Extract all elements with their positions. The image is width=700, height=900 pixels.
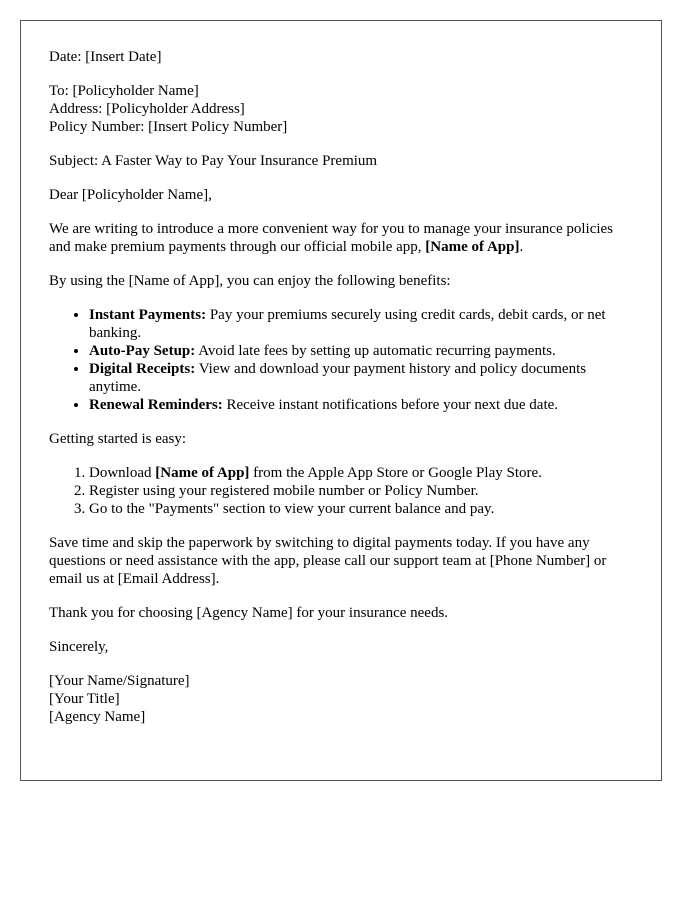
steps-intro: Getting started is easy:: [49, 431, 187, 447]
step-text: from the Apple App Store or Google Play Store.: [249, 465, 542, 481]
closing-paragraph: Save time and skip the paperwork by switching to digital payments today. If you have any questions or need assistance with the app, please call our support team at [Phone Number] or email us at [Email Address].: [49, 535, 607, 587]
signature-title: [Your Title]: [49, 691, 120, 707]
benefit-title: Renewal Reminders:: [89, 397, 223, 413]
step-item: 3. Go to the "Payments" section to view your current balance and pay.: [89, 500, 633, 518]
benefit-text: Receive instant notifications before your next due date.: [222, 397, 559, 413]
step-item: [89, 464, 633, 482]
thanks-line: Thank you for choosing [Agency Name] for your insurance needs.: [49, 605, 449, 621]
benefit-item: [89, 360, 633, 396]
steps-list: [49, 464, 633, 518]
benefit-title: Digital Receipts:: [89, 361, 196, 377]
benefit-item: [89, 306, 633, 342]
letter: [20, 20, 662, 781]
app-name: [Name of App]: [155, 465, 250, 481]
date-line: Date: [Insert Date]: [49, 49, 162, 65]
recipient-block: [49, 82, 633, 136]
benefit-text: Pay your premiums securely using credit cards, debit cards, or net banking.: [89, 307, 606, 341]
salutation: Dear [Policyholder Name],: [49, 187, 212, 203]
benefit-text: View and download your payment history and policy documents anytime.: [89, 361, 587, 395]
recipient-name: To: [Policyholder Name]: [49, 83, 199, 99]
signature-agency: [Agency Name]: [49, 709, 146, 725]
benefit-item: [89, 342, 633, 360]
benefit-text: Avoid late fees by setting up automatic recurring payments.: [195, 343, 556, 359]
benefits-intro: By using the [Name of App], you can enjoy the following benefits:: [49, 273, 451, 289]
app-name: [Name of App]: [425, 239, 520, 255]
benefit-item: [89, 396, 633, 414]
intro-text: We are writing to introduce a more convenient way for you to manage your insurance policies and make premium payments through our official mobile app,: [49, 221, 614, 255]
benefit-title: Auto-Pay Setup:: [89, 343, 196, 359]
policy-number: Policy Number: [Insert Policy Number]: [49, 119, 288, 135]
recipient-address: Address: [Policyholder Address]: [49, 101, 245, 117]
benefits-list: [49, 306, 633, 414]
benefit-title: Instant Payments:: [89, 307, 207, 323]
intro-paragraph: [49, 220, 633, 256]
signature-block: [49, 672, 633, 726]
intro-end: .: [519, 239, 524, 255]
step-item: 2. Register using your registered mobile number or Policy Number.: [89, 482, 633, 500]
signoff: Sincerely,: [49, 639, 109, 655]
signature-name: [Your Name/Signature]: [49, 673, 190, 689]
step-text: Download: [89, 465, 156, 481]
subject-line: Subject: A Faster Way to Pay Your Insurance Premium: [49, 153, 378, 169]
